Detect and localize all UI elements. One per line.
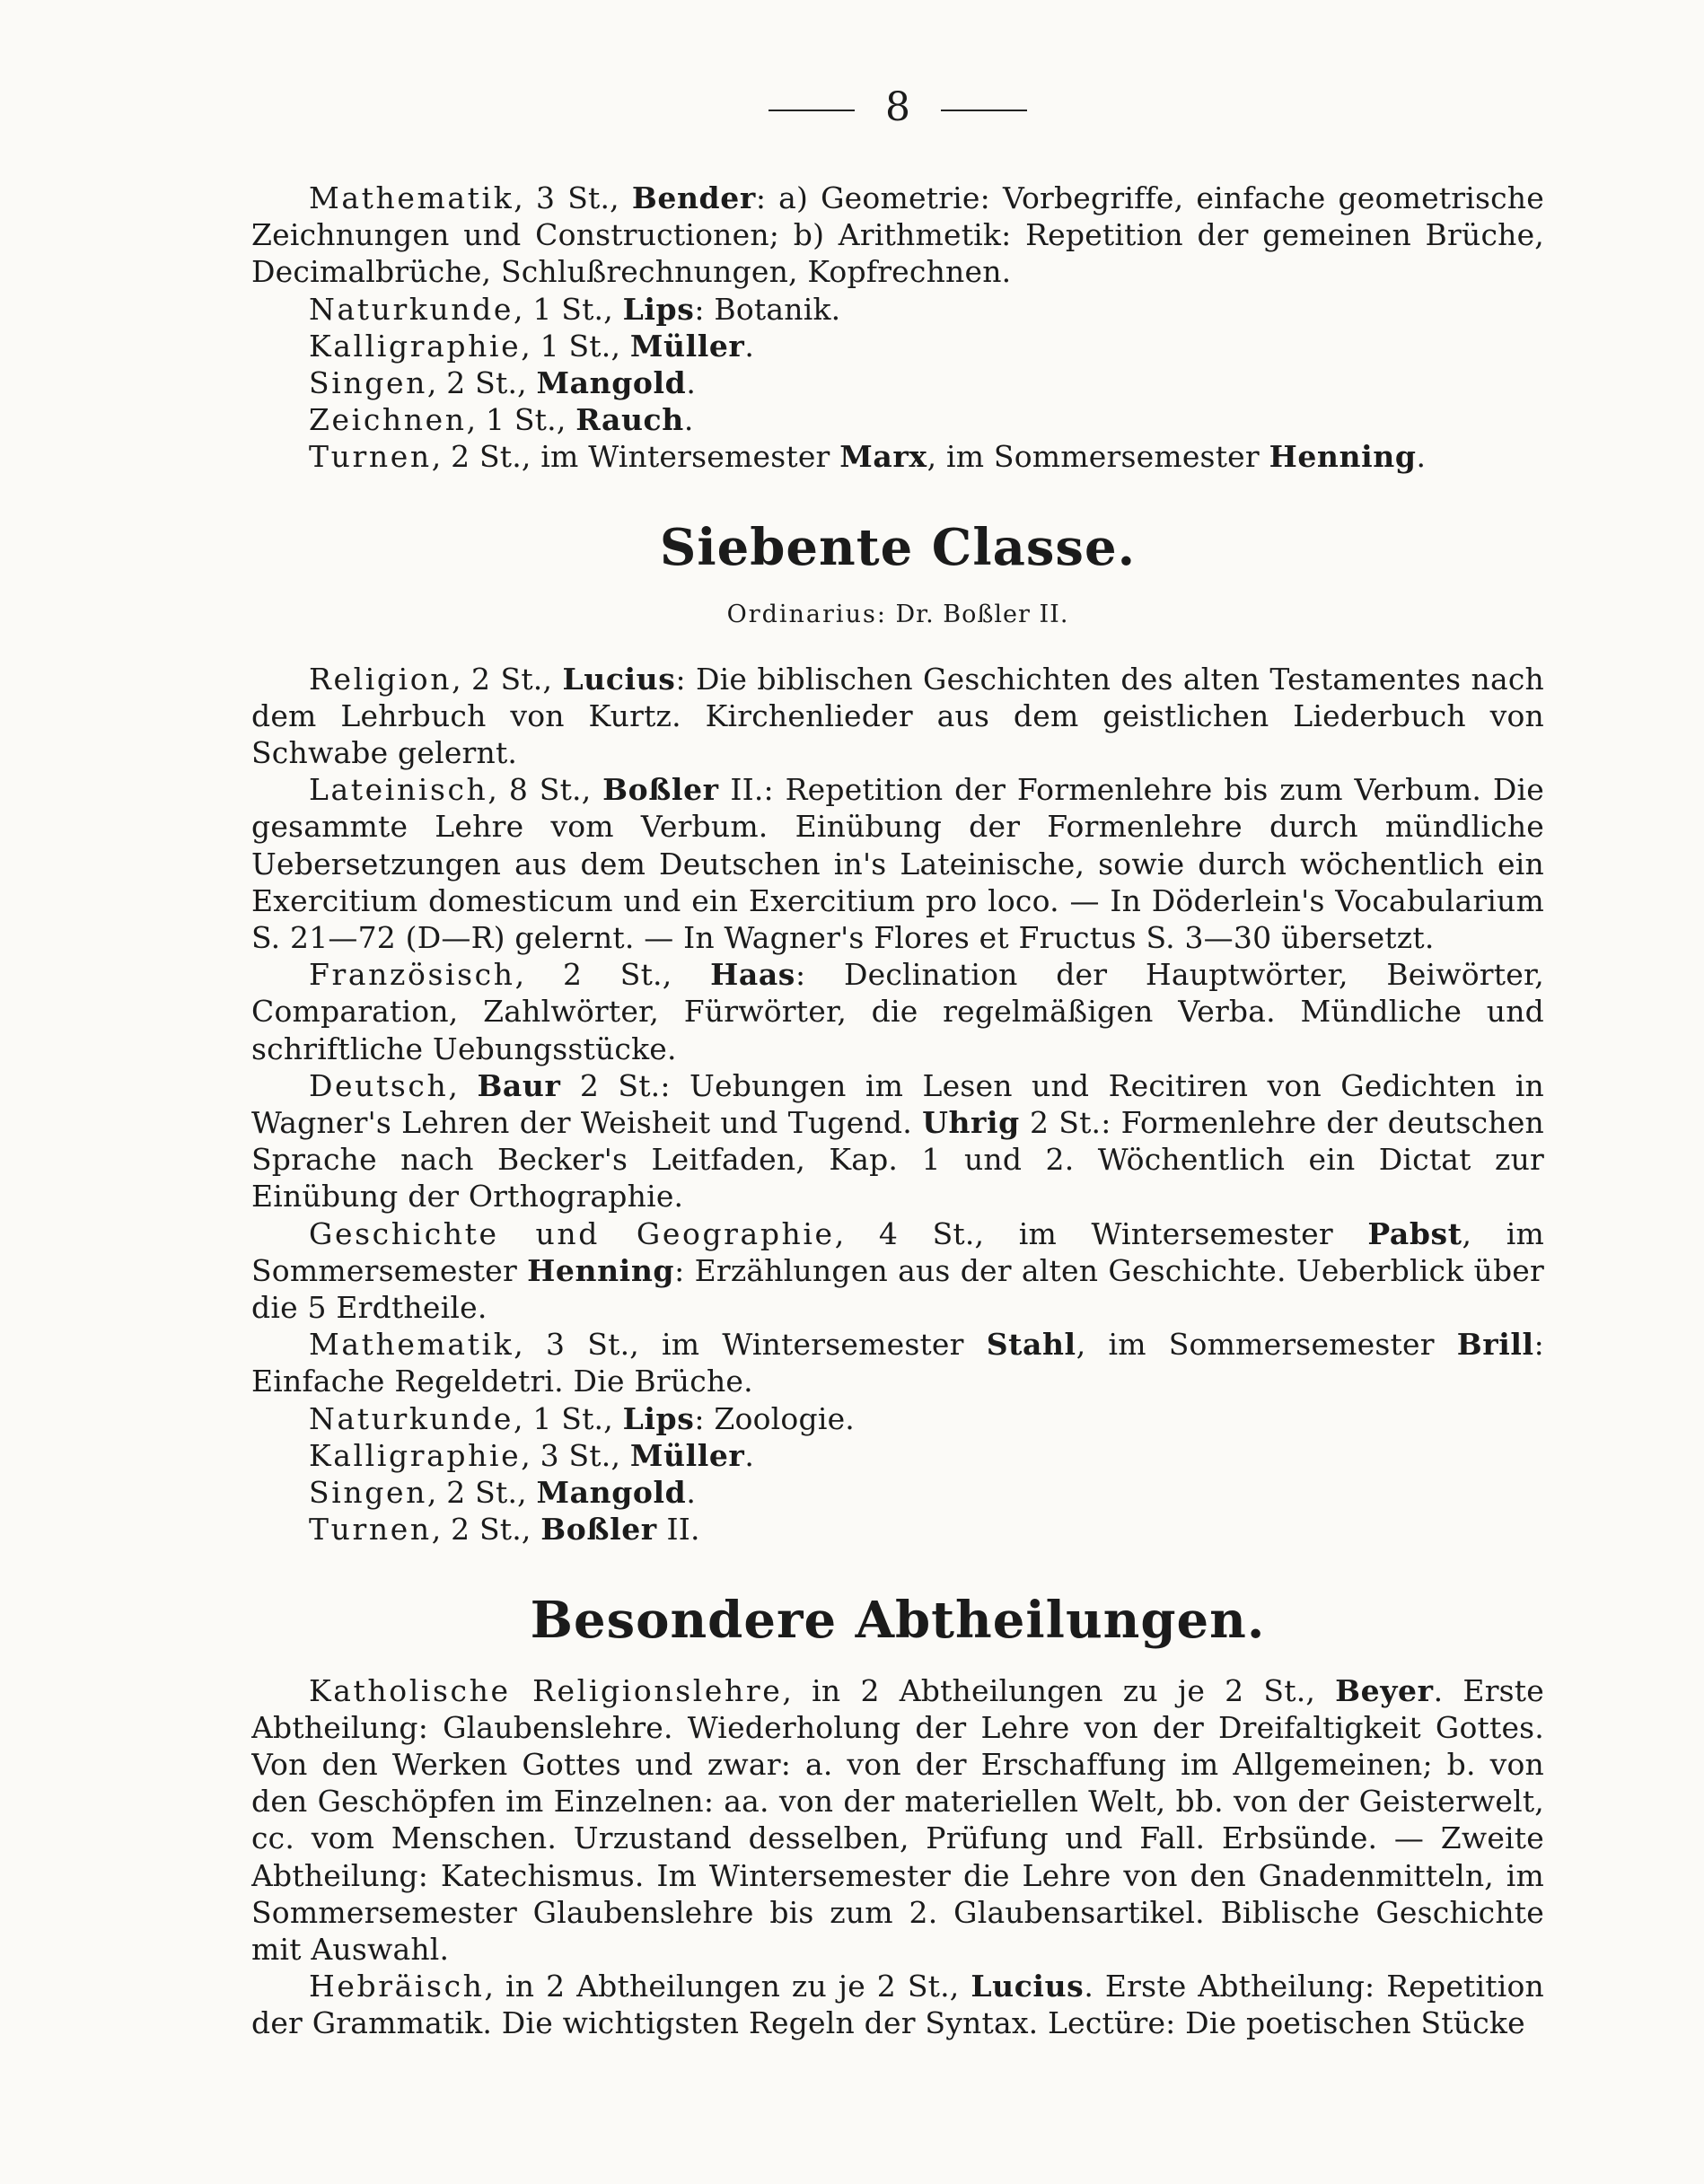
entry-text: : Declination der Hauptwörter, Beiwörter, Comparation, Zahlwörter, Fürwörter, die regelmäßigen Verba. Mündliche und schriftliche Uebungsstücke. <box>251 957 1544 1066</box>
teacher-name: Boßler <box>602 772 719 808</box>
entry-text: : Botanik. <box>694 291 841 327</box>
entry-franzoesisch <box>251 956 1544 1067</box>
subject-name: Hebräisch <box>309 1969 485 2004</box>
subject-name: Mathematik <box>309 180 514 215</box>
page-header <box>251 81 1544 135</box>
subject-name: Singen <box>309 365 427 401</box>
entry-zeichnen-prev <box>251 401 1544 438</box>
entry-text: , 2 St., <box>431 1512 541 1548</box>
teacher-name: Müller <box>629 328 745 364</box>
teacher-name: Mangold <box>536 1475 687 1511</box>
subject-name: Zeichnen <box>309 402 467 438</box>
entry-naturkunde <box>251 1400 1544 1437</box>
entry-text: , 1 St., <box>514 291 623 327</box>
entry-text: : Zoologie. <box>694 1400 855 1436</box>
entry-text: . <box>1416 439 1427 475</box>
teacher-name: Bender <box>631 180 756 215</box>
entry-kalligraphie-prev <box>251 328 1544 364</box>
entry-naturkunde-prev <box>251 291 1544 328</box>
entry-text: 2 St.: Uebungen im Lesen und Recitiren von Gedichten in Wagner's Lehren der Weisheit und Tugend. <box>251 1067 1544 1141</box>
entry-text: , 3 St., <box>521 1437 630 1473</box>
entry-text: , 4 St., im Wintersemester <box>834 1215 1368 1251</box>
header-rule-right <box>941 110 1027 111</box>
entry-text: , 2 St., im Wintersemester <box>431 439 840 475</box>
entry-text: , 1 St., <box>521 328 630 364</box>
entry-text: : a) Geometrie: Vorbegriffe, einfache geometrische Zeichnungen und Constructionen; b) Arithmetik: Repetition der gemeinen Brüche, Decimalbrüche, Schlußrechnungen, Kopfrechnen. <box>251 180 1544 290</box>
document-page <box>251 81 1544 2163</box>
entry-text: , 3 St., im Wintersemester <box>514 1327 987 1363</box>
teacher-name: Lucius <box>971 1969 1085 2004</box>
subject-name: Singen <box>309 1475 427 1511</box>
subject-name: Naturkunde <box>309 1400 514 1436</box>
entry-text: , im Sommersemester <box>1076 1327 1457 1363</box>
teacher-name: Lips <box>622 291 695 327</box>
entry-text: , in 2 Abtheilungen zu je 2 St., <box>782 1672 1336 1708</box>
entry-text: . Erste Abtheilung: Glaubenslehre. Wiederholung der Lehre von der Dreifaltigkeit Gottes. Von den Werken Gottes und zwar: a. von der Erschaffung im Allgemeinen; b. von den Geschöpfen im Einzelnen: aa. von der materiellen Welt, bb. von der Geisterwelt, cc. vom Menschen. Urzustand desselben, Prüfung und Fall. Erbsünde. — Zweite Abtheilung: Katechismus. Im Wintersemester die Lehre von den Gnadenmitteln, im Sommersemester Glaubenslehre bis zum 2. Glaubensartikel. Biblische Geschichte mit Auswahl. <box>251 1672 1544 1967</box>
entry-text: . <box>744 328 755 364</box>
ordinarius-label: Ordinarius: <box>726 600 887 628</box>
entry-text: , im Sommersemester <box>251 1215 1544 1288</box>
page-number: 8 <box>885 84 910 130</box>
teacher-name: Beyer <box>1335 1672 1434 1708</box>
teacher-name: Brill <box>1456 1327 1534 1363</box>
entry-text: , 2 St., <box>426 1475 537 1511</box>
ordinarius-name: Dr. Boßler II. <box>895 600 1069 628</box>
entry-text: . Erste Abtheilung: Repetition der Grammatik. Die wichtigsten Regeln der Syntax. Lectüre: Die poetischen Stücke <box>251 1969 1544 2041</box>
teacher-name: Mangold <box>536 365 687 401</box>
entry-text: . <box>686 1475 697 1511</box>
subject-name: Lateinisch <box>309 772 488 808</box>
entry-text: : Einfache Regeldetri. Die Brüche. <box>251 1327 1544 1399</box>
entry-text: , 3 St., <box>514 180 632 215</box>
entry-text: , im Sommersemester <box>927 439 1269 475</box>
ordinarius-line <box>251 600 1544 630</box>
entry-text: , 1 St., <box>466 402 576 438</box>
entry-text: , 1 St., <box>514 1400 623 1436</box>
entry-text: , 8 St., <box>487 772 603 808</box>
subject-name: Deutsch <box>309 1067 449 1103</box>
entry-text: II.: Repetition der Formenlehre bis zum Verbum. Die gesammte Lehre vom Verbum. Einübung der Formenlehre durch mündliche Uebersetzungen aus dem Deutschen in's Lateinische, sowie durch wöchentlich ein Exercitium domesticum und ein Exercitium pro loco. — In Döderlein's Vocabularium S. 21—72 (D—R) gelernt. — In Wagner's Flores et Fructus S. 3—30 übersetzt. <box>251 772 1544 956</box>
entry-text: , 2 St., <box>514 957 711 993</box>
subject-name: Turnen <box>309 439 432 475</box>
subject-name: Turnen <box>309 1512 432 1548</box>
entry-hebraeisch <box>251 1968 1544 2041</box>
teacher-name: Lucius <box>562 661 676 697</box>
subject-name: Kalligraphie <box>309 328 522 364</box>
entry-mathematik-prev <box>251 180 1544 291</box>
entry-mathematik <box>251 1326 1544 1399</box>
teacher-name: Haas <box>710 957 795 993</box>
entry-text: , 2 St., <box>426 365 537 401</box>
teacher-name: Henning <box>1269 439 1417 475</box>
entry-religion <box>251 661 1544 772</box>
entry-text: : Erzählungen aus der alten Geschichte. Ueberblick über die 5 Erdtheile. <box>251 1252 1544 1326</box>
entry-turnen-prev <box>251 438 1544 475</box>
entry-turnen <box>251 1511 1544 1548</box>
subject-name: Französisch <box>309 957 515 993</box>
subject-name: Religion <box>309 661 452 697</box>
section-title-besondere-abtheilungen: Besondere Abtheilungen. <box>530 1590 1266 1650</box>
subject-name: Mathematik <box>309 1327 514 1363</box>
entry-katholische-religionslehre <box>251 1672 1544 1969</box>
teacher-name: Marx <box>839 439 927 475</box>
teacher-name: Uhrig <box>922 1105 1020 1141</box>
entry-text: , <box>448 1067 478 1103</box>
entry-singen-prev <box>251 364 1544 401</box>
entry-text: . <box>744 1437 755 1473</box>
teacher-name: Henning <box>527 1252 675 1288</box>
entry-text: , 2 St., <box>452 661 563 697</box>
teacher-name: Rauch <box>575 402 684 438</box>
teacher-name: Boßler <box>540 1512 657 1548</box>
teacher-name: Stahl <box>986 1327 1076 1363</box>
entry-singen <box>251 1474 1544 1511</box>
entry-text: 2 St.: Formenlehre der deutschen Sprache nach Becker's Leitfaden, Kap. 1 und 2. Wöchentlich ein Dictat zur Einübung der Orthographie. <box>251 1105 1544 1215</box>
entry-geschichte <box>251 1215 1544 1327</box>
subject-name: Katholische Religionslehre <box>309 1672 783 1708</box>
teacher-name: Müller <box>629 1437 745 1473</box>
subject-name: Geschichte und Geographie <box>309 1215 835 1251</box>
entry-text: , in 2 Abtheilungen zu je 2 St., <box>484 1969 971 2004</box>
teacher-name: Baur <box>477 1067 561 1103</box>
section-title-siebente-classe: Siebente Classe. <box>659 517 1137 577</box>
teacher-name: Lips <box>622 1400 695 1436</box>
subject-name: Kalligraphie <box>309 1437 522 1473</box>
subject-name: Naturkunde <box>309 291 514 327</box>
entry-deutsch <box>251 1067 1544 1215</box>
entry-text: . <box>686 365 697 401</box>
entry-kalligraphie <box>251 1437 1544 1474</box>
header-rule-left <box>769 110 855 111</box>
teacher-name: Pabst <box>1367 1215 1462 1251</box>
entry-text: : Die biblischen Geschichten des alten Testamentes nach dem Lehrbuch von Kurtz. Kirchenlieder aus dem geistlichen Liederbuch von Schwabe gelernt. <box>251 661 1544 771</box>
entry-lateinisch <box>251 771 1544 956</box>
entry-text: II. <box>656 1512 700 1548</box>
entry-text: . <box>683 402 694 438</box>
